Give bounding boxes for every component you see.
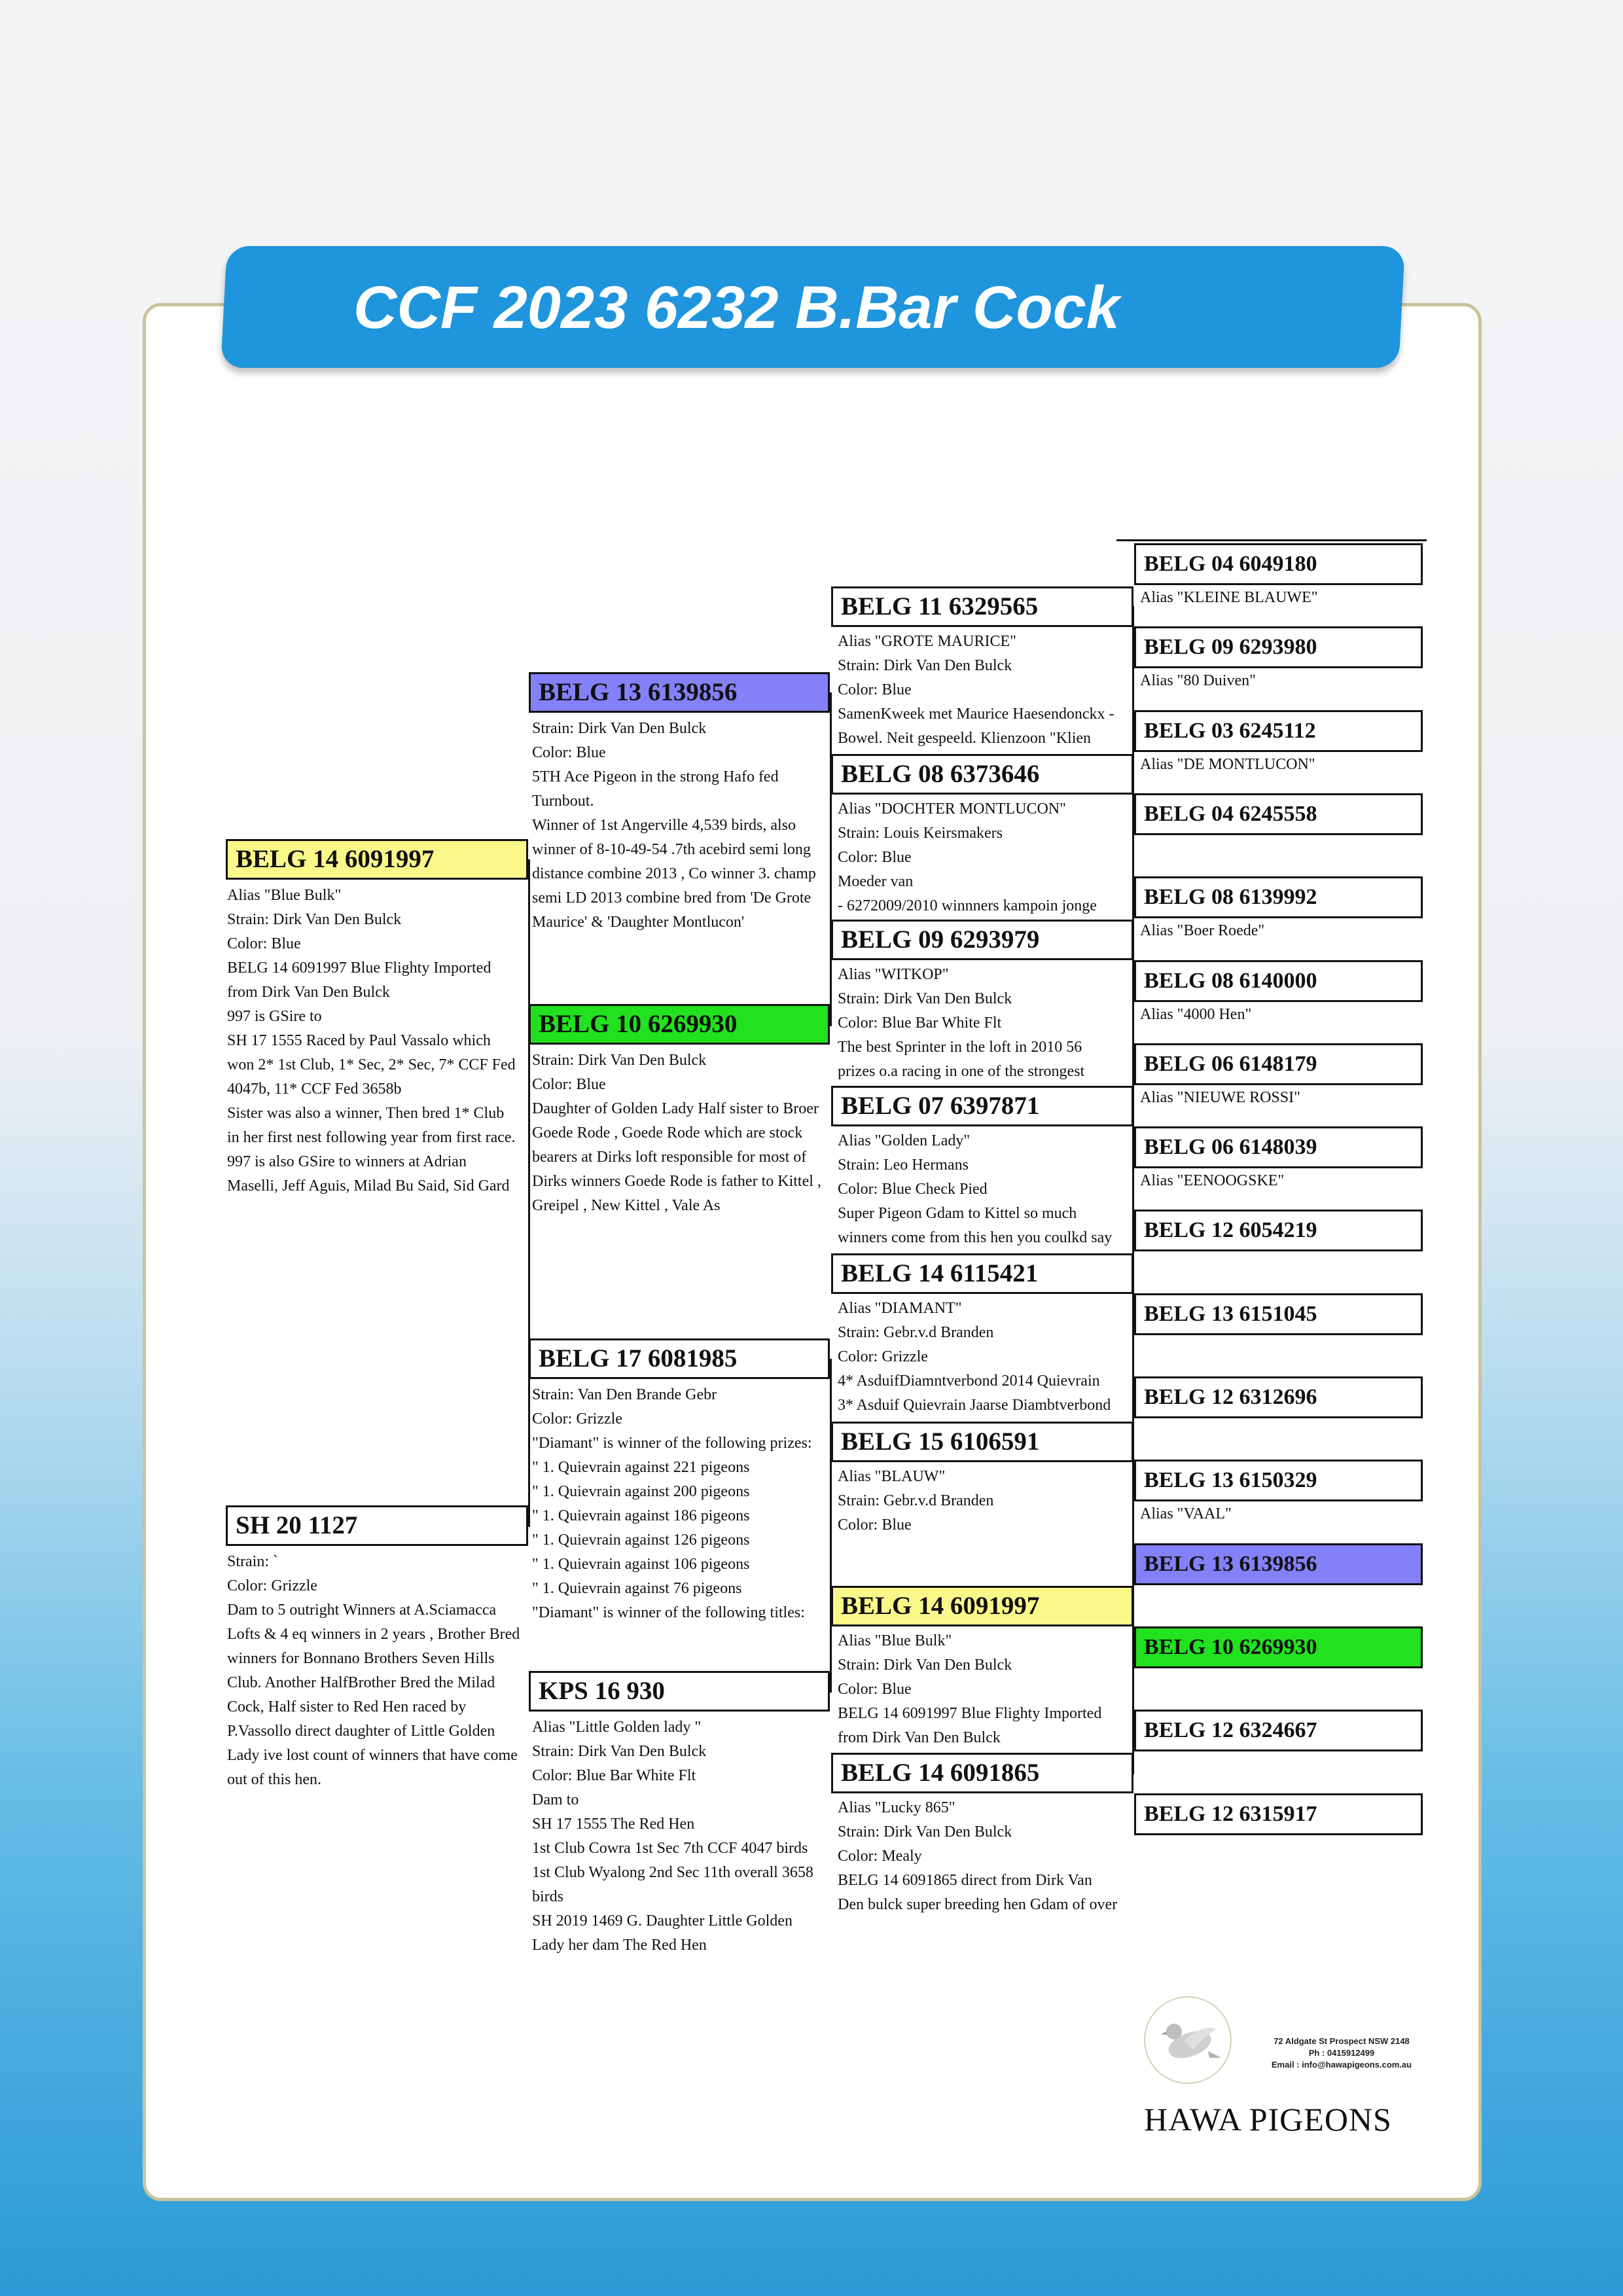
detail-line: Strain: Dirk Van Den Bulck	[838, 990, 1012, 1007]
gen3-details	[838, 1129, 1112, 1250]
detail-line: Lofts & 4 eq winners in 2 years , Brother Bred	[227, 1626, 520, 1643]
gen1-details	[227, 884, 516, 1198]
detail-line: 4047b, 11* CCF Fed 3658b	[227, 1081, 402, 1098]
gen3-details	[838, 1465, 993, 1537]
detail-line: Alias "WITKOP"	[838, 966, 949, 983]
detail-line: Bowel. Neit gespeeld. Klienzoon "Klien	[838, 730, 1092, 747]
detail-line: 3* Asduif Quievrain Jaarse Diambtverbond	[838, 1397, 1111, 1414]
gen3-details	[838, 630, 1115, 751]
brand-name: HAWA PIGEONS	[1144, 2101, 1392, 2138]
detail-line: Strain: Dirk Van Den Bulck	[532, 720, 707, 737]
connector-line	[830, 692, 832, 1026]
detail-line: Alias "DOCHTER MONTLUCON"	[838, 800, 1066, 817]
gen3-details	[838, 1796, 1117, 1917]
detail-line: Dam to 5 outright Winners at A.Sciamacca	[227, 1602, 497, 1619]
pigeon-logo-icon	[1144, 1996, 1232, 2084]
gen4-alias: Alias "NIEUWE ROSSI"	[1140, 1088, 1300, 1106]
detail-line: Den bulck super breeding hen Gdam of over	[838, 1896, 1118, 1913]
gen3-ring: BELG 07 6397871	[831, 1086, 1133, 1126]
detail-line: prizes o.a racing in one of the strongest	[838, 1063, 1085, 1080]
detail-line: winners for Bonnano Brothers Seven Hills	[227, 1650, 495, 1667]
page-title: CCF 2023 6232 B.Bar Cock	[353, 274, 1120, 341]
gen4-alias: Alias "DE MONTLUCON"	[1140, 755, 1315, 773]
gen1-ring: BELG 14 6091997	[226, 839, 528, 880]
gen4-ring: BELG 08 6140000	[1134, 960, 1423, 1002]
gen4-ring: BELG 03 6245112	[1134, 710, 1423, 752]
detail-line: Alias "GROTE MAURICE"	[838, 633, 1016, 650]
gen4-alias: Alias "VAAL"	[1140, 1505, 1232, 1523]
gen4-alias: Alias "KLEINE BLAUWE"	[1140, 589, 1318, 606]
gen4-ring: BELG 13 6151045	[1134, 1293, 1423, 1335]
detail-line: 5TH Ace Pigeon in the strong Hafo fed	[532, 768, 779, 785]
detail-line: P.Vassollo direct daughter of Little Golden	[227, 1723, 495, 1740]
detail-line: Strain: Dirk Van Den Bulck	[838, 657, 1012, 674]
gen3-details	[838, 963, 1084, 1084]
gen3-ring: BELG 08 6373646	[831, 754, 1133, 795]
gen2-ring: BELG 10 6269930	[529, 1004, 830, 1045]
detail-line: Strain: Dirk Van Den Bulck	[532, 1743, 707, 1760]
detail-line: Dirks winners Goede Rode is father to Kittel ,	[532, 1173, 821, 1190]
detail-line: Color: Blue	[227, 935, 301, 952]
detail-line: SH 17 1555 The Red Hen	[532, 1816, 695, 1833]
detail-line: Strain: Louis Keirsmakers	[838, 825, 1003, 842]
detail-line: Color: Blue	[838, 1681, 912, 1698]
detail-line: BELG 14 6091997 Blue Flighty Imported	[838, 1705, 1102, 1722]
detail-line: Color: Blue	[838, 849, 912, 866]
detail-line: SH 2019 1469 G. Daughter Little Golden	[532, 1912, 793, 1929]
detail-line: - 6272009/2010 winnners kampoin jonge	[838, 897, 1097, 914]
contact-email: Email : info@hawapigeons.com.au	[1271, 2060, 1412, 2070]
gen2-details	[532, 717, 816, 935]
gen4-ring: BELG 06 6148179	[1134, 1043, 1423, 1085]
gen2-ring: KPS 16 930	[529, 1671, 830, 1712]
detail-line: Color: Blue Bar White Flt	[838, 1014, 1002, 1031]
detail-line: distance combine 2013 , Co winner 3. champ	[532, 865, 816, 882]
detail-line: " 1. Quievrain against 126 pigeons	[532, 1532, 750, 1549]
detail-line: Strain: Dirk Van Den Bulck	[227, 911, 402, 928]
detail-line: Greipel , New Kittel , Vale As	[532, 1197, 721, 1214]
detail-line: BELG 14 6091865 direct from Dirk Van	[838, 1872, 1092, 1889]
detail-line: Strain: Gebr.v.d Branden	[838, 1324, 994, 1341]
detail-line: Color: Blue	[838, 681, 912, 698]
detail-line: 997 is also GSire to winners at Adrian	[227, 1153, 467, 1170]
detail-line: Alias "Blue Bulk"	[227, 887, 342, 904]
gen2-details	[532, 1383, 812, 1625]
detail-line: Alias "Lucky 865"	[838, 1799, 955, 1816]
contact-address: 72 Aldgate St Prospect NSW 2148	[1274, 2036, 1410, 2046]
detail-line: Winner of 1st Angerville 4,539 birds, also	[532, 817, 796, 834]
logo-block	[1126, 1970, 1440, 2160]
detail-line: " 1. Quievrain against 221 pigeons	[532, 1459, 750, 1476]
detail-line: Alias "Blue Bulk"	[838, 1632, 952, 1649]
gen4-ring: BELG 13 6150329	[1134, 1460, 1423, 1501]
connector-line	[1116, 539, 1427, 541]
detail-line: Dam to	[532, 1791, 579, 1808]
detail-line: Strain: Van Den Brande Gebr	[532, 1386, 717, 1403]
detail-line: Lady ive lost count of winners that have come	[227, 1747, 518, 1764]
detail-line: from Dirk Van Den Bulck	[227, 984, 390, 1001]
gen2-details	[532, 1715, 813, 1958]
gen3-ring: BELG 15 6106591	[831, 1422, 1133, 1462]
detail-line: "Diamant" is winner of the following prizes:	[532, 1435, 812, 1452]
detail-line: SH 17 1555 Raced by Paul Vassalo which	[227, 1032, 491, 1049]
gen4-ring: BELG 12 6324667	[1134, 1710, 1423, 1751]
detail-line: Strain: Dirk Van Den Bulck	[532, 1052, 707, 1069]
detail-line: Color: Blue	[838, 1516, 912, 1534]
detail-line: Turnbout.	[532, 793, 594, 810]
detail-line: Alias "BLAUW"	[838, 1468, 946, 1485]
detail-line: in her first nest following year from first race.	[227, 1129, 516, 1146]
gen4-ring: BELG 08 6139992	[1134, 876, 1423, 918]
detail-line: Alias "Golden Lady"	[838, 1132, 971, 1149]
gen4-alias: Alias "EENOOGSKE"	[1140, 1172, 1285, 1190]
gen4-ring: BELG 12 6312696	[1134, 1376, 1423, 1418]
gen3-details	[838, 1629, 1101, 1750]
contact-info	[1250, 2036, 1433, 2071]
contact-phone: Ph : 0415912499	[1308, 2048, 1375, 2058]
connector-line	[830, 1359, 832, 1693]
detail-line: 1st Club Cowra 1st Sec 7th CCF 4047 birds	[532, 1840, 808, 1857]
detail-line: Color: Blue Bar White Flt	[532, 1767, 696, 1784]
detail-line: Daughter of Golden Lady Half sister to Broer	[532, 1100, 819, 1117]
gen3-ring: BELG 11 6329565	[831, 586, 1133, 627]
gen3-ring: BELG 14 6115421	[831, 1253, 1133, 1294]
gen3-ring: BELG 14 6091865	[831, 1753, 1133, 1793]
detail-line: Strain: Dirk Van Den Bulck	[838, 1657, 1012, 1674]
detail-line: Strain: Leo Hermans	[838, 1157, 969, 1174]
detail-line: BELG 14 6091997 Blue Flighty Imported	[227, 960, 491, 977]
detail-line: out of this hen.	[227, 1771, 321, 1788]
detail-line: Color: Blue	[532, 744, 606, 761]
detail-line: Lady her dam The Red Hen	[532, 1937, 707, 1954]
gen2-ring: BELG 13 6139856	[529, 672, 830, 713]
detail-line: The best Sprinter in the loft in 2010 56	[838, 1039, 1082, 1056]
detail-line: Moeder van	[838, 873, 914, 890]
detail-line: semi LD 2013 combine bred from 'De Grote	[532, 889, 812, 906]
detail-line: " 1. Quievrain against 200 pigeons	[532, 1483, 750, 1500]
detail-line: Color: Blue	[532, 1076, 606, 1093]
detail-line: Maselli, Jeff Aguis, Milad Bu Said, Sid Gard	[227, 1177, 510, 1194]
gen4-ring: BELG 12 6315917	[1134, 1793, 1423, 1835]
detail-line: " 1. Quievrain against 106 pigeons	[532, 1556, 750, 1573]
detail-line: " 1. Quievrain against 186 pigeons	[532, 1507, 750, 1524]
detail-line: Color: Mealy	[838, 1848, 922, 1865]
detail-line: won 2* 1st Club, 1* Sec, 2* Sec, 7* CCF Fed	[227, 1056, 516, 1073]
gen4-alias: Alias "4000 Hen"	[1140, 1005, 1252, 1023]
detail-line: winner of 8-10-49-54 .7th acebird semi long	[532, 841, 811, 858]
gen4-ring: BELG 09 6293980	[1134, 626, 1423, 668]
gen4-alias: Alias "80 Duiven"	[1140, 672, 1256, 690]
gen4-ring: BELG 06 6148039	[1134, 1126, 1423, 1168]
detail-line: Strain: Gebr.v.d Branden	[838, 1492, 994, 1509]
detail-line: Color: Grizzle	[838, 1348, 928, 1365]
gen4-ring: BELG 13 6139856	[1134, 1543, 1423, 1585]
detail-line: " 1. Quievrain against 76 pigeons	[532, 1580, 742, 1597]
detail-line: "Diamant" is winner of the following titles:	[532, 1604, 805, 1621]
detail-line: Super Pigeon Gdam to Kittel so much	[838, 1205, 1077, 1222]
gen2-ring: BELG 17 6081985	[529, 1338, 830, 1379]
detail-line: 4* AsduifDiamntverbond 2014 Quievrain	[838, 1372, 1100, 1390]
gen4-ring: BELG 04 6049180	[1134, 543, 1423, 585]
gen1-ring: SH 20 1127	[226, 1505, 528, 1546]
connector-line	[528, 859, 530, 1527]
detail-line: Color: Grizzle	[227, 1577, 317, 1594]
detail-line: Alias "Little Golden lady "	[532, 1719, 702, 1736]
gen2-details	[532, 1049, 821, 1218]
detail-line: birds	[532, 1888, 563, 1905]
detail-line: Goede Rode , Goede Rode which are stock	[532, 1124, 803, 1141]
detail-line: 997 is GSire to	[227, 1008, 322, 1025]
detail-line: Color: Grizzle	[532, 1410, 622, 1427]
gen4-ring: BELG 10 6269930	[1134, 1626, 1423, 1668]
detail-line: bearers at Dirks loft responsible for most of	[532, 1149, 807, 1166]
detail-line: Club. Another HalfBrother Bred the Milad	[227, 1674, 495, 1691]
detail-line: Cock, Half sister to Red Hen raced by	[227, 1698, 467, 1715]
detail-line: 1st Club Wyalong 2nd Sec 11th overall 3658	[532, 1864, 813, 1881]
detail-line: Strain: Dirk Van Den Bulck	[838, 1823, 1012, 1840]
gen1-details	[227, 1550, 520, 1792]
gen3-details	[838, 1297, 1111, 1418]
detail-line: SamenKweek met Maurice Haesendonckx -	[838, 706, 1115, 723]
detail-line: Color: Blue Check Pied	[838, 1181, 988, 1198]
gen4-ring: BELG 04 6245558	[1134, 793, 1423, 835]
detail-line: Maurice' & 'Daughter Montlucon'	[532, 914, 745, 931]
detail-line: Sister was also a winner, Then bred 1* Club	[227, 1105, 505, 1122]
gen4-ring: BELG 12 6054219	[1134, 1210, 1423, 1251]
detail-line: Alias "DIAMANT"	[838, 1300, 962, 1317]
gen4-alias: Alias "Boer Roede"	[1140, 922, 1265, 940]
gen3-ring: BELG 14 6091997	[831, 1586, 1133, 1626]
detail-line: Strain: `	[227, 1553, 278, 1570]
gen3-details	[838, 797, 1097, 918]
detail-line: winners come from this hen you coulkd say	[838, 1229, 1113, 1246]
gen3-ring: BELG 09 6293979	[831, 920, 1133, 960]
detail-line: from Dirk Van Den Bulck	[838, 1729, 1001, 1746]
